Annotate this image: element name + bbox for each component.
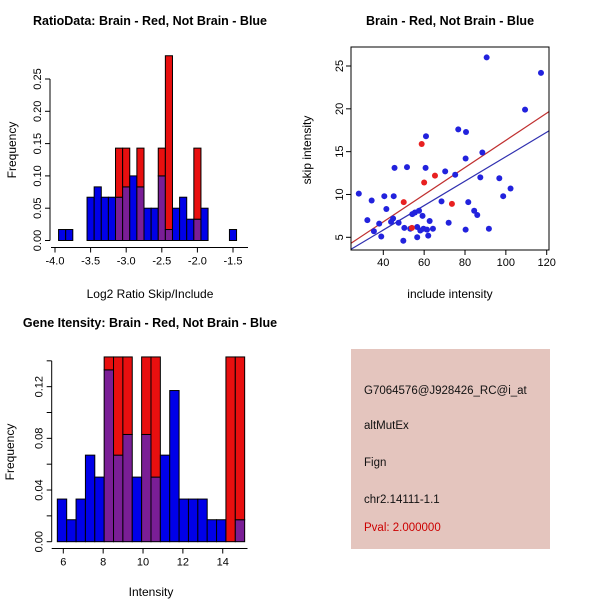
probe-id-text: G7064576@J928426_RC@i_at <box>364 385 527 397</box>
scatter-point-blue <box>414 234 420 240</box>
scatter-point-blue <box>356 191 362 197</box>
scatter-point-blue <box>425 233 431 239</box>
scatter-point-blue <box>430 226 436 232</box>
ratio_hist-blue-bar <box>151 208 158 240</box>
scatter-x-tick-label: 120 <box>537 257 556 269</box>
scatter-point-blue <box>439 198 445 204</box>
ratio_hist-blue-bar <box>66 230 73 241</box>
ratio_hist-overlap-bar <box>158 176 165 241</box>
ratio_hist-y-tick-label: 0.05 <box>32 197 44 219</box>
gene_hist-red-bar <box>114 357 123 455</box>
scatter-x-tick-label: 40 <box>377 257 390 269</box>
scatter-x-tick-label: 60 <box>418 257 431 269</box>
scatter-point-blue <box>381 193 387 199</box>
gene_hist-overlap-bar <box>235 520 244 542</box>
gene_hist-red-bar <box>142 357 151 435</box>
scatter-point-red <box>449 201 455 207</box>
gene_hist-x-tick-label: 12 <box>176 556 190 569</box>
scatter-point-blue <box>479 150 485 156</box>
ratio_hist-x-tick-label: -2.5 <box>152 255 172 268</box>
gene_hist-blue-bar <box>95 477 104 542</box>
gene_hist-overlap-bar <box>142 434 151 541</box>
gene_hist-overlap-bar <box>123 434 132 541</box>
ratio_hist-blue-bar <box>180 197 187 240</box>
scatter-x-tick-label: 80 <box>458 257 472 269</box>
ratio_hist-overlap-bar <box>137 187 144 241</box>
gene-hist-title: Gene Itensity: Brain - Red, Not Brain - Blue <box>22 316 278 330</box>
scatter-point-blue <box>500 193 506 199</box>
gene_hist-red-bar <box>235 357 244 520</box>
ratio_hist-overlap-bar <box>116 197 123 240</box>
gene_hist-red-bar <box>123 357 132 435</box>
locus-text: chr2.14111-1.1 <box>364 494 440 506</box>
pval-text: Pval: 2.000000 <box>364 522 441 534</box>
gene_hist-overlap-bar <box>114 455 123 542</box>
ratio_hist-overlap-bar <box>123 187 130 241</box>
info-panel <box>351 349 550 549</box>
gene_hist-blue-bar <box>217 520 226 542</box>
scatter-point-red <box>421 179 427 185</box>
gene_hist-blue-bar <box>188 499 197 542</box>
ratio_hist-y-tick-label: 0.25 <box>32 68 44 90</box>
scatter-point-blue <box>416 208 422 214</box>
scatter-point-blue <box>420 213 426 219</box>
regression-line-blue <box>351 131 549 250</box>
ratio_hist-blue-bar <box>172 208 179 240</box>
scatter-y-tick-label: 20 <box>334 102 346 115</box>
scatter-y-tick-label: 10 <box>334 188 346 201</box>
ratio-hist-title: RatioData: Brain - Red, Not Brain - Blue <box>32 14 268 28</box>
scatter-point-blue <box>396 220 402 226</box>
scatter-point-blue <box>522 107 528 113</box>
gene_hist-blue-bar <box>207 520 216 542</box>
scatter-point-blue <box>446 220 452 226</box>
scatter-point-blue <box>463 156 469 162</box>
scatter-point-blue <box>508 185 514 191</box>
gene_hist-x-tick-label: 6 <box>60 556 67 569</box>
gene_hist-blue-bar <box>170 391 179 542</box>
scatter-point-blue <box>484 54 490 60</box>
gene_hist-blue-bar <box>67 520 76 542</box>
gene-hist-xlabel: Intensity <box>128 585 174 599</box>
scatter-point-blue <box>371 228 377 234</box>
scatter-point-blue <box>486 226 492 232</box>
scatter-point-blue <box>392 165 398 171</box>
scatter-point-blue <box>364 217 370 223</box>
scatter-point-blue <box>465 199 471 205</box>
gene_hist-blue-bar <box>198 499 207 542</box>
scatter-point-blue <box>383 206 389 212</box>
scatter-point-red <box>401 199 407 205</box>
gene_hist-x-tick-label: 10 <box>136 556 150 569</box>
scatter-y-tick-label: 15 <box>334 145 346 158</box>
ratio_hist-blue-bar <box>187 219 194 240</box>
scatter-point-blue <box>401 225 407 231</box>
ratio_hist-x-tick-label: -2.0 <box>187 255 207 268</box>
scatter-point-blue <box>442 168 448 174</box>
ratio_hist-red-bar <box>137 148 144 187</box>
gene-symbol-text: Fign <box>364 457 387 469</box>
ratio_hist-blue-bar <box>130 176 137 241</box>
ratio-hist-ylabel: Frequency <box>5 121 19 179</box>
gene_hist-overlap-bar <box>151 477 160 542</box>
ratio_hist-blue-bar <box>87 197 94 240</box>
gene-hist-ylabel: Frequency <box>3 423 17 481</box>
scatter-point-blue <box>400 238 406 244</box>
scatter-point-blue <box>474 212 480 218</box>
scatter-point-blue <box>455 126 461 132</box>
scatter-point-blue <box>390 215 396 221</box>
scatter-point-red <box>432 173 438 179</box>
scatter-y-tick-label: 5 <box>334 234 346 241</box>
gene_hist-blue-bar <box>160 455 169 542</box>
ratio_hist-x-tick-label: -4.0 <box>45 255 65 268</box>
scatter-point-blue <box>463 129 469 135</box>
ratio_hist-red-bar <box>116 148 123 197</box>
gene_hist-red-bar <box>151 357 160 477</box>
scatter-title: Brain - Red, Not Brain - Blue <box>365 14 535 28</box>
ratio_hist-y-tick-label: 0.20 <box>32 100 44 123</box>
scatter-point-red <box>409 225 415 231</box>
ratio_hist-y-tick-label: 0.00 <box>32 229 44 252</box>
scatter-point-blue <box>424 227 430 233</box>
ratio_hist-x-tick-label: -1.5 <box>223 255 243 268</box>
ratio_hist-red-bar <box>165 56 172 230</box>
scatter-point-blue <box>463 227 469 233</box>
gene_hist-x-tick-label: 8 <box>100 556 107 569</box>
scatter-point-blue <box>369 197 375 203</box>
scatter-point-blue <box>427 218 433 224</box>
gene_hist-blue-bar <box>179 499 188 542</box>
scatter-point-blue <box>477 174 483 180</box>
ratio_hist-red-bar <box>158 148 165 176</box>
gene_hist-blue-bar <box>76 499 85 542</box>
scatter-point-blue <box>538 70 544 76</box>
gene_hist-y-tick-label: 0.00 <box>33 530 46 553</box>
scatter-point-blue <box>452 172 458 178</box>
ratio_hist-blue-bar <box>201 208 208 240</box>
scatter-point-blue <box>378 233 384 239</box>
scatter-point-blue <box>496 175 502 181</box>
ratio_hist-blue-bar <box>101 197 108 240</box>
gene_hist-y-tick-label: 0.08 <box>33 427 46 450</box>
ratio_hist-blue-bar <box>229 230 236 241</box>
event-type-text: altMutEx <box>364 420 409 432</box>
ratio-hist-xlabel: Log2 Ratio Skip/Include <box>86 287 214 301</box>
scatter-point-red <box>419 141 425 147</box>
gene_hist-y-tick-label: 0.04 <box>33 479 46 501</box>
ratio_hist-blue-bar <box>144 208 151 240</box>
ratio_hist-red-bar <box>123 148 130 187</box>
ratio_hist-overlap-bar <box>194 219 201 240</box>
gene_hist-red-bar <box>226 357 235 542</box>
ratio_hist-blue-bar <box>108 197 115 240</box>
ratio_hist-y-tick-label: 0.15 <box>32 132 44 155</box>
ratio_hist-red-bar <box>194 148 201 219</box>
scatter-point-blue <box>391 193 397 199</box>
scatter-x-tick-label: 100 <box>496 257 516 269</box>
gene_hist-x-tick-label: 14 <box>216 556 229 569</box>
gene_hist-overlap-bar <box>104 370 113 542</box>
scatter-point-blue <box>404 164 410 170</box>
scatter-ylabel: skip intensity <box>300 115 314 185</box>
ratio_hist-x-tick-label: -3.5 <box>81 255 101 268</box>
scatter-point-blue <box>423 165 429 171</box>
gene_hist-blue-bar <box>85 455 94 542</box>
scatter-point-blue <box>376 221 382 227</box>
ratio_hist-y-tick-label: 0.10 <box>32 165 44 187</box>
gene_hist-red-bar <box>104 357 113 370</box>
gene_hist-blue-bar <box>57 499 66 542</box>
scatter-point-blue <box>423 133 429 139</box>
ratio_hist-x-tick-label: -3.0 <box>116 255 136 268</box>
scatter-xlabel: include intensity <box>407 287 493 301</box>
gene_hist-y-tick-label: 0.12 <box>33 375 46 398</box>
ratio_hist-overlap-bar <box>165 230 172 241</box>
scatter-y-tick-label: 25 <box>334 59 346 73</box>
gene_hist-blue-bar <box>132 477 141 542</box>
ratio_hist-blue-bar <box>59 230 66 241</box>
ratio_hist-blue-bar <box>94 187 101 241</box>
